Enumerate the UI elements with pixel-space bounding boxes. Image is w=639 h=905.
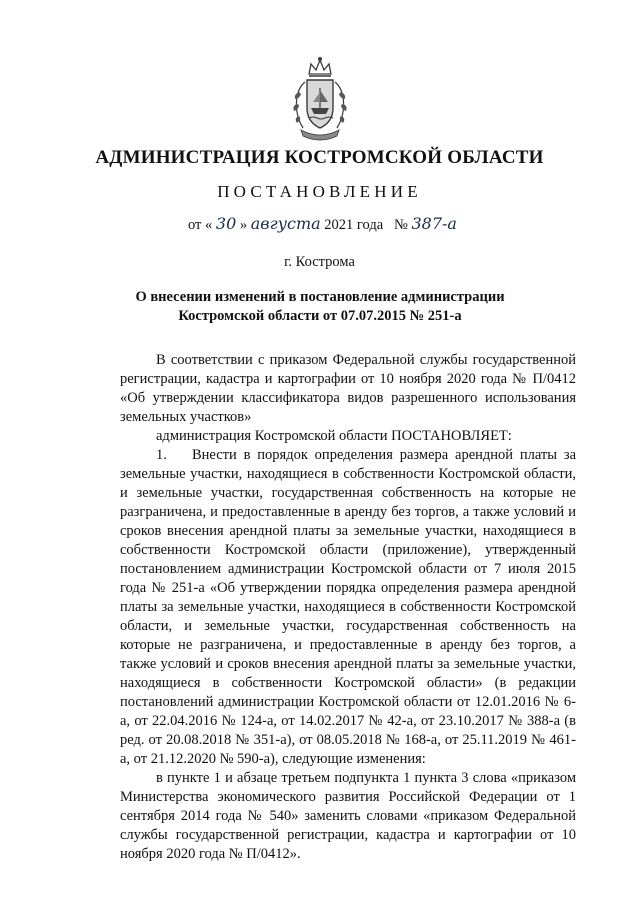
number-prefix: № <box>394 217 408 233</box>
document-subject <box>100 288 540 326</box>
item-1-text: Внести в порядок определения размера арендной платы за земельные участки, находящиеся в собственности Костромской области, и земельные участки, государственная собственность на которые не разграничена, и предоставленные в аренду без торгов, а также условий и сроков внесения арендной платы за земельные участки, находящиеся в собственности Костромской области (приложение), утвержденный постановлением администрации Костромской области от 7 июля 2015 года № 251-а «Об утверждении порядка определения размера арендной платы за земельные участки, находящиеся в собственности Костромской области, и земельные участки, государственная собственность на которые не разграничена, и предоставленные в аренду без торгов, а также условий и сроков внесения арендной платы за земельные участки, находящиеся в собственности Костромской области» (в редакции постановлений администрации Костромской области от 12.01.2016 № 6-а, от 22.04.2016 № 124-а, от 14.02.2017 № 42-а, от 23.10.2017 № 388-а (в ред. от 20.08.2018 № 351-а), от 08.05.2018 № 168-а, от 25.11.2019 № 461-а, от 21.12.2020 № 590-а), следующие изменения: <box>120 447 576 767</box>
resolves-paragraph: администрация Костромской области ПОСТАНОВЛЯЕТ: <box>156 428 512 444</box>
preamble-paragraph: В соответствии с приказом Федеральной службы государственной регистрации, кадастра и картографии от 10 ноября 2020 года № П/0412 «Об утверждении классификатора видов разрешенного использования земельных участков» <box>120 352 576 425</box>
date-line <box>188 214 457 234</box>
date-prefix: от « <box>188 217 213 233</box>
date-day-handwritten: 30 <box>215 214 237 233</box>
item-1-number: 1. <box>156 447 167 463</box>
subject-line-1: О внесении изменений в постановление администрации <box>135 289 505 305</box>
date-year: 2021 года <box>324 217 384 233</box>
item-1-paragraph <box>120 446 576 769</box>
document-number-handwritten: 387-а <box>411 214 457 233</box>
date-mid: » <box>239 217 248 233</box>
organization-title: АДМИНИСТРАЦИЯ КОСТРОМСКОЙ ОБЛАСТИ <box>95 147 544 168</box>
document-type: ПОСТАНОВЛЕНИЕ <box>217 182 422 201</box>
document-body <box>120 351 576 864</box>
subject-line-2: Костромской области от 07.07.2015 № 251-а <box>178 308 462 324</box>
date-month-handwritten: августа <box>250 214 321 233</box>
coat-of-arms-emblem <box>289 56 351 142</box>
change-1-paragraph: в пункте 1 и абзаце третьем подпункта 1 пункта 3 слова «приказом Министерства экономического развития Российской Федерации от 1 сентября 2014 года № 540» заменить словами «приказом Федеральной службы государственной регистрации, кадастра и картографии от 10 ноября 2020 года № П/0412». <box>120 770 576 862</box>
city: г. Кострома <box>284 254 355 270</box>
